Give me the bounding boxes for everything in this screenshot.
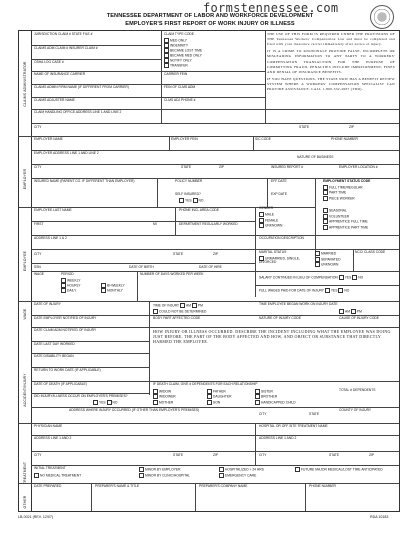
- claims-state-field[interactable]: STATE: [299, 125, 310, 129]
- on-premises-options[interactable]: YES NO: [93, 400, 117, 405]
- checkbox-icon: [315, 262, 320, 267]
- policy-number-field[interactable]: POLICY NUMBER: [175, 179, 203, 183]
- full-wages-label[interactable]: FULL WAGES PAID FOR DATE OF INJURY YES NO: [259, 288, 350, 293]
- insured-report-field[interactable]: INSURED REPORT #: [271, 165, 304, 169]
- checkbox-icon: [351, 309, 356, 314]
- checkbox-icon: [259, 223, 264, 228]
- exp-date-field[interactable]: EXP DATE: [271, 192, 288, 196]
- treatment-hospitalized[interactable]: HOSPITALIZED > 24 HRS: [219, 467, 264, 472]
- employee-first-name-field[interactable]: FIRST: [34, 222, 44, 226]
- department-field[interactable]: DEPARTMENT REGULARLY WORKED: [179, 222, 238, 226]
- checkbox-icon: [34, 473, 39, 478]
- checkbox-icon: [259, 212, 264, 217]
- hospital-name-field[interactable]: HOSPITAL OR OFF SITE TREATMENT NAME: [259, 424, 328, 428]
- body-part-field[interactable]: BODY PART AFFECTED CODE: [153, 316, 201, 320]
- dependent-widower[interactable]: WIDOWER: [153, 394, 176, 399]
- dependent-son[interactable]: SON: [207, 400, 220, 405]
- nature-injury-field[interactable]: NATURE OF INJURY CODE: [259, 316, 301, 320]
- insurance-carrier-field[interactable]: NAME OF INSURANCE CARRIER: [34, 72, 86, 76]
- employee-zip-field[interactable]: ZIP: [213, 252, 219, 256]
- date-of-injury-field[interactable]: DATE OF INJURY: [34, 302, 61, 306]
- dependent-mother[interactable]: MOTHER: [153, 400, 173, 405]
- employer-zip-field[interactable]: ZIP: [219, 165, 225, 169]
- employer-address-field[interactable]: EMPLOYER ADDRESS LINE 1 AND LINE 2: [34, 151, 99, 155]
- checkbox-icon: [153, 400, 158, 405]
- admin-claim-field[interactable]: CLAIMS ADM CLAIM # INSURER CLAIM #: [34, 46, 98, 50]
- marital-single[interactable]: UNMARRIED, SINGLE, DIVORCED: [259, 256, 300, 264]
- employee-phone-field[interactable]: PHONE INCL AREA CODE: [179, 208, 219, 212]
- form-title: EMPLOYER'S FIRST REPORT OF WORK INJURY OR ILLNESS: [125, 21, 295, 27]
- employer-location-field[interactable]: EMPLOYER LOCATION #: [339, 165, 378, 169]
- section-treatment: TREATMENT: [19, 453, 32, 493]
- employee-city-field[interactable]: CITY: [34, 252, 42, 256]
- checkbox-icon: [255, 400, 260, 405]
- eff-date-field[interactable]: EFF DATE: [271, 179, 287, 183]
- dependent-widow[interactable]: WIDOW: [153, 389, 171, 394]
- preparer-phone-field[interactable]: PHONE NUMBER: [309, 484, 336, 488]
- physician-address-field[interactable]: ADDRESS LINE 1 AND 2: [34, 436, 72, 440]
- could-not-determine-option[interactable]: COULD NOT BE DETERMINED: [153, 309, 206, 314]
- section-accident: ACCIDENT/INJURY: [19, 327, 32, 453]
- marital-status-label: MARITAL STATUS: [259, 250, 287, 254]
- agency-title: TENNESSEE DEPARTMENT OF LABOR AND WORKFORCE DEVELOPMENT: [106, 13, 314, 19]
- dependent-handicapped[interactable]: HANDICAPPED CHILD: [255, 400, 296, 405]
- claim-type-med-only[interactable]: MED ONLY: [164, 38, 187, 43]
- physician-city-field[interactable]: CITY: [34, 453, 42, 457]
- dependent-daughter[interactable]: DAUGHTER: [207, 394, 232, 399]
- county-field[interactable]: COUNTY OF INJURY: [339, 408, 372, 412]
- employer-notified-field[interactable]: DATE EMPLOYER NOTIFIED OF INJURY: [34, 316, 97, 320]
- section-other: OTHER: [19, 493, 32, 511]
- employee-state-field[interactable]: STATE: [173, 252, 184, 256]
- adjuster-phone-field[interactable]: CLMS ADJ PHONE #: [164, 98, 196, 102]
- treatment-future-major[interactable]: FUTURE MAJOR MEDICAL/LOST TIME ANTICIPATED: [295, 467, 395, 472]
- checkbox-icon: [325, 288, 330, 293]
- checkbox-icon: [139, 467, 144, 472]
- marital-unknown[interactable]: UNKNOWN: [315, 262, 338, 267]
- section-employee: EMPLOYEE: [19, 221, 32, 301]
- section-claims-admin: CLAIMS ADMINISTRATOR: [19, 31, 32, 136]
- ssn-field[interactable]: SSN: [34, 265, 41, 269]
- checkbox-icon: [315, 257, 320, 262]
- period-weekly[interactable]: WEEKLY: [61, 278, 81, 283]
- rda-number: RDA 10183: [370, 515, 389, 519]
- checkbox-icon: [93, 400, 98, 405]
- hospital-zip-field[interactable]: ZIP: [369, 453, 375, 457]
- checkbox-icon: [139, 473, 144, 478]
- dependents-label: IF DEATH CLAIM, GIVE # DEPENDENTS FOR EACH RELATIONSHIP: [153, 382, 258, 386]
- self-insured-label: SELF INSURED?: [175, 192, 201, 196]
- checkbox-icon: [339, 275, 344, 280]
- employer-name-field[interactable]: EMPLOYER NAME: [34, 137, 63, 141]
- hospital-state-field[interactable]: STATE: [329, 453, 340, 457]
- date-of-hire-field[interactable]: DATE OF HIRE: [199, 265, 222, 269]
- employer-state-field[interactable]: STATE: [181, 165, 192, 169]
- checkbox-icon: [323, 214, 328, 219]
- handling-office-field[interactable]: CLAIM HANDLING OFFICE ADDRESS LINE 1 AND LINE 2: [34, 110, 122, 114]
- checkbox-icon: [219, 467, 224, 472]
- disability-began-field[interactable]: DATE DISABILITY BEGAN: [34, 354, 74, 358]
- watermark: formstennessee.com: [203, 1, 339, 15]
- where-occurred-field[interactable]: ADDRESS WHERE INJURY OCCURRED (IF OTHER THAN EMPLOYER'S PREMISES): [69, 408, 200, 412]
- began-work-field[interactable]: TIME EMPLOYEE BEGAN WORK ON INJURY DATE: [259, 302, 338, 306]
- status-part-time[interactable]: PART TIME: [323, 190, 346, 195]
- checkbox-icon: [323, 208, 328, 213]
- adjuster-field[interactable]: CLAIMS ADJUSTER NAME: [34, 98, 75, 102]
- checkbox-icon: [338, 288, 343, 293]
- checkbox-icon: [323, 225, 328, 230]
- employee-last-name-field[interactable]: EMPLOYEE LAST NAME: [34, 208, 72, 212]
- sic-code-field[interactable]: SIC CODE: [255, 137, 271, 141]
- claims-zip-field[interactable]: ZIP: [349, 125, 355, 129]
- period-biweekly[interactable]: BI-WEEKLY: [101, 283, 125, 288]
- checkbox-icon: [107, 400, 112, 405]
- dependent-brother[interactable]: BROTHER: [255, 394, 277, 399]
- checkbox-icon: [259, 218, 264, 223]
- wage-field[interactable]: WAGE: [34, 272, 44, 276]
- preparer-name-field[interactable]: PREPARER'S NAME & TITLE: [95, 484, 140, 488]
- checkbox-icon: [323, 196, 328, 201]
- treatment-emergency[interactable]: EMERGENCY CARE: [219, 473, 256, 478]
- form-id: LB-0021 (REV. 12/07): [18, 515, 54, 519]
- treatment-none[interactable]: NO MEDICAL TREATMENT: [34, 473, 81, 478]
- section-employer: EMPLOYER: [19, 136, 32, 221]
- last-day-worked-field[interactable]: DATE LAST DAY WORKED: [34, 342, 75, 346]
- status-volunteer[interactable]: VOLUNTEER: [323, 214, 349, 219]
- osha-log-field[interactable]: OSHA LOG CASE #: [34, 60, 64, 64]
- days-worked-field[interactable]: NUMBER OF DAYS WORKED PER WEEK: [140, 272, 204, 276]
- accident-city-field[interactable]: CITY: [259, 412, 267, 416]
- notice-requirement: THE USE OF THIS FORM IS REQUIRED UNDER THE PROVISIONS OF THE Tennessee Workers' Compensation Law and must be completed and filed with your insurance carrier immediately after notice of injury.: [267, 32, 395, 47]
- checkbox-icon: [339, 309, 344, 314]
- date-of-birth-field[interactable]: DATE OF BIRTH: [129, 265, 154, 269]
- period-hourly[interactable]: HOURLY: [61, 283, 81, 288]
- hospital-address-field[interactable]: ADDRESS LINE 1 AND 2: [259, 436, 297, 440]
- admin-fein-field[interactable]: FEIN OF CLMS ADM: [164, 85, 196, 89]
- checkbox-icon: [315, 251, 320, 256]
- checkbox-icon: [179, 198, 184, 203]
- checkbox-icon: [61, 288, 66, 293]
- status-piece-worker[interactable]: PIECE WORKER: [323, 196, 355, 201]
- period-daily[interactable]: DAILY: [61, 288, 76, 293]
- initial-treatment-label: INITIAL TREATMENT: [34, 466, 66, 470]
- hospital-city-field[interactable]: CITY: [259, 453, 267, 457]
- notice-help: IF YOU HAVE QUESTIONS, THE STATE NOW HAS A BENEFIT REVIEW SYSTEM WHERE A WORKERS' COMPENSATION SPECIALIST CAN PROVIDE ASSISTANCE. CALL 1-800-332-2667 (TDD).: [267, 76, 395, 92]
- legal-notice: [267, 32, 395, 94]
- physician-state-field[interactable]: STATE: [173, 453, 184, 457]
- treatment-minor-clinic[interactable]: MINOR BY CLINIC/HOSPITAL: [139, 473, 190, 478]
- accident-state-field[interactable]: STATE: [309, 412, 320, 416]
- preparer-company-field[interactable]: PREPARER'S COMPANY NAME: [199, 484, 248, 488]
- checkbox-icon: [323, 190, 328, 195]
- date-of-death-field[interactable]: DATE OF DEATH (IF APPLICABLE): [34, 382, 87, 386]
- began-work-ampm[interactable]: AM PM: [339, 309, 362, 314]
- notice-fraud: IT IS A CRIME TO KNOWINGLY PROVIDE FALSE, INCOMPLETE OR MISLEADING INFORMATION TO ANY PARTY TO A WORKERS' COMPENSATION TRANSACTION FOR THE PURPOSE OF COMMITTING FRAUD. PENALTIES INCLUDE IMPRISONMENT, FINES AND DENIAL OF INSURANCE BENEFITS.: [267, 49, 395, 74]
- checkbox-icon: [255, 389, 260, 394]
- employee-mi-field[interactable]: MI: [153, 222, 157, 226]
- physician-name-field[interactable]: PHYSICIAN NAME: [34, 424, 63, 428]
- checkbox-icon: [207, 400, 212, 405]
- marital-separated[interactable]: SEPARATED: [315, 257, 340, 262]
- gender-male[interactable]: MALE: [259, 212, 274, 217]
- employee-address-field[interactable]: ADDRESS LINE 1 & 2: [34, 236, 67, 240]
- checkbox-icon: [153, 394, 158, 399]
- gender-unknown[interactable]: UNKNOWN: [259, 223, 282, 228]
- checkbox-icon: [295, 467, 300, 472]
- dependent-sister[interactable]: SISTER: [255, 389, 273, 394]
- total-dependents-field[interactable]: TOTAL # DEPENDENTS: [339, 387, 376, 392]
- employment-status-label: EMPLOYMENT STATUS CODE: [323, 179, 371, 183]
- status-apprentice-full[interactable]: APPRENTICE FULL TIME: [323, 219, 368, 224]
- checkbox-icon: [164, 63, 169, 68]
- admin-notified-field[interactable]: DATE CLAIM ADM NOTIFIED OF INJURY: [34, 328, 97, 332]
- self-insured-yes[interactable]: YES NO: [179, 198, 203, 203]
- employer-city-field[interactable]: CITY: [34, 165, 42, 169]
- physician-zip-field[interactable]: ZIP: [213, 453, 219, 457]
- claim-type-notify[interactable]: NOTIFY ONLY: [164, 58, 192, 63]
- time-of-injury-field[interactable]: TIME OF INJURY AM PM: [153, 303, 203, 308]
- how-injury-occurred-field[interactable]: HOW INJURY OR ILLNESS OCCURRED. DESCRIBE THE INCIDENT INCLUDING WHAT THE EMPLOYEE WAS DOING JUST BEFORE, THE PART OF THE BODY AFFECTED AND HOW, AND OBJECT OR SUBSTANCE THAT DIRECTLY HARMED THE EMPLOYEE.: [153, 329, 391, 345]
- checkbox-icon: [192, 303, 197, 308]
- ncci-class-field[interactable]: NCCI CLASS CODE: [355, 250, 386, 254]
- claim-type-indemnity[interactable]: INDEMNITY: [164, 43, 188, 48]
- dependent-father[interactable]: FATHER: [207, 389, 226, 394]
- status-seasonal[interactable]: SEASONAL: [323, 208, 347, 213]
- marital-married[interactable]: MARRIED: [315, 251, 336, 256]
- gender-label: GENDER: [259, 206, 274, 210]
- jurisdiction-claim-field[interactable]: JURISDICTION CLAIM # STATE FILE #: [34, 32, 93, 36]
- checkbox-icon: [101, 288, 106, 293]
- state-seal-icon: [370, 5, 394, 29]
- checkbox-icon: [207, 394, 212, 399]
- on-premises-label: DID INJURY/ILLNESS OCCUR ON EMPLOYER'S PREMISES?: [34, 394, 128, 398]
- claims-city-field[interactable]: CITY: [34, 125, 42, 129]
- checkbox-icon: [323, 219, 328, 224]
- claim-type-med-only-became[interactable]: BECAME MED ONLY: [164, 53, 202, 58]
- checkbox-icon: [255, 394, 260, 399]
- form-header: [0, 2, 415, 30]
- claim-type-label: CLAIM TYPE CODE: [164, 32, 194, 36]
- checkbox-icon: [180, 303, 185, 308]
- return-to-work-field[interactable]: RETURN TO WORK DATE (IF APPLICABLE): [34, 368, 101, 372]
- claim-type-transfer[interactable]: TRANSFER: [164, 63, 188, 68]
- period-label: PERIOD: [61, 272, 74, 276]
- checkbox-icon: [193, 198, 198, 203]
- date-prepared-field[interactable]: DATE PREPARED: [34, 484, 62, 488]
- checkbox-icon: [323, 185, 328, 190]
- claim-type-lost-time[interactable]: BECAME LOST TIME: [164, 48, 202, 53]
- gender-female[interactable]: FEMALE: [259, 218, 278, 223]
- treatment-minor-employer[interactable]: MINOR BY EMPLOYER: [139, 467, 180, 472]
- admin-name-field[interactable]: CLAIMS ADMIN FIRM NAME (IF DIFFERENT FROM CARRIER): [34, 85, 129, 89]
- status-full-time[interactable]: FULL TIME/REGULAR: [323, 185, 363, 190]
- occupation-field[interactable]: OCCUPATION DESCRIPTION: [259, 236, 304, 240]
- carrier-fein-field[interactable]: CARRIER FEIN: [164, 72, 188, 76]
- checkbox-icon: [153, 389, 158, 394]
- insured-name-field[interactable]: INSURED NAME (PARENT CO. IF DIFFERENT THAN EMPLOYER): [34, 179, 135, 183]
- report-form: [18, 30, 400, 512]
- checkbox-icon: [207, 389, 212, 394]
- period-monthly[interactable]: MONTHLY: [101, 288, 123, 293]
- status-apprentice-part[interactable]: APPRENTICE PART TIME: [323, 225, 368, 230]
- employer-fein-field[interactable]: EMPLOYER FEIN: [171, 137, 198, 141]
- checkbox-icon: [352, 275, 357, 280]
- cause-injury-field[interactable]: CAUSE OF INJURY CODE: [339, 316, 379, 320]
- employer-phone-field[interactable]: PHONE NUMBER: [331, 137, 358, 141]
- section-wage: WAGE: [19, 301, 32, 327]
- salary-continued-label[interactable]: SALARY CONTINUED IN LIEU OF COMPENSATION YES NO: [259, 275, 364, 280]
- checkbox-icon: [219, 473, 224, 478]
- nature-of-business-field[interactable]: NATURE OF BUSINESS: [297, 155, 334, 159]
- checkbox-icon: [153, 309, 158, 314]
